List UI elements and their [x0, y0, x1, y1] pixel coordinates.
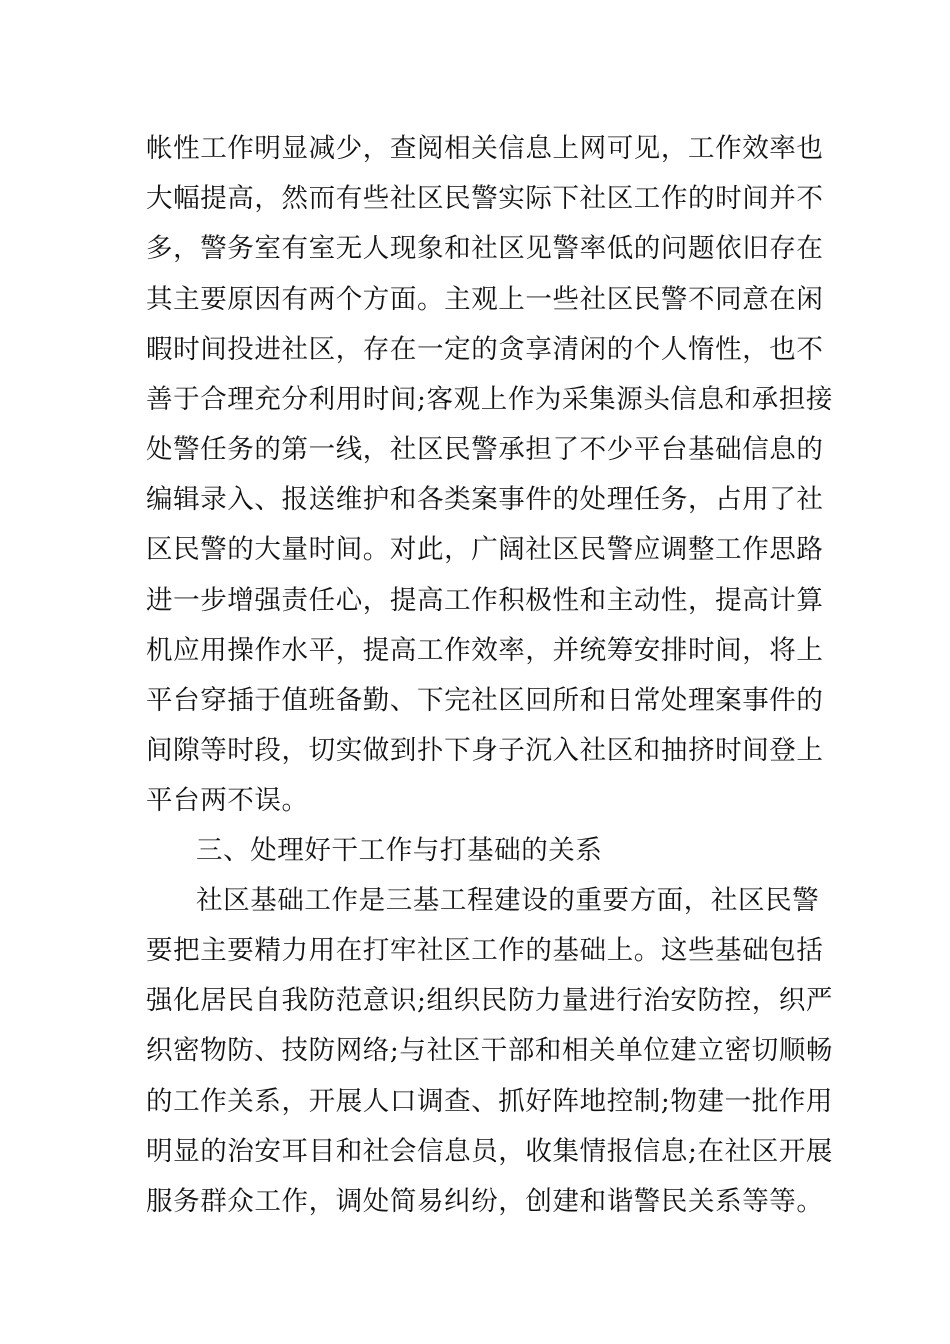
paragraph-line: 社区基础工作是三基工程建设的重要方面，社区民警	[196, 885, 820, 916]
paragraph-line: 区民警的大量时间。对此，广阔社区民警应调整工作思路	[146, 534, 824, 565]
paragraph-line: 机应用操作水平，提高工作效率，并统筹安排时间，将上	[146, 635, 824, 666]
paragraph-line: 暇时间投进社区，存在一定的贪享清闲的个人惰性，也不	[146, 334, 824, 365]
paragraph-line: 善于合理充分利用时间;客观上作为采集源头信息和承担接	[146, 384, 834, 415]
paragraph-line: 进一步增强责任心，提高工作积极性和主动性，提高计算	[146, 585, 824, 616]
paragraph-line: 要把主要精力用在打牢社区工作的基础上。这些基础包括	[146, 935, 824, 966]
paragraph-line: 编辑录入、报送维护和各类案事件的处理任务，占用了社	[146, 484, 824, 515]
paragraph-line: 大幅提高，然而有些社区民警实际下社区工作的时间并不	[146, 183, 824, 214]
paragraph-line: 的工作关系，开展人口调查、抓好阵地控制;物建一批作用	[146, 1086, 834, 1117]
paragraph-line: 间隙等时段，切实做到扑下身子沉入社区和抽挤时间登上	[146, 735, 824, 766]
paragraph-line: 其主要原因有两个方面。主观上一些社区民警不同意在闲	[146, 284, 824, 315]
paragraph-line: 处警任务的第一线，社区民警承担了不少平台基础信息的	[146, 434, 824, 465]
paragraph-line: 帐性工作明显减少，查阅相关信息上网可见，工作效率也	[146, 133, 824, 164]
paragraph-line: 织密物防、技防网络;与社区干部和相关单位建立密切顺畅	[146, 1035, 834, 1066]
paragraph-line: 多，警务室有室无人现象和社区见警率低的问题依旧存在	[146, 233, 824, 264]
paragraph-line: 明显的治安耳目和社会信息员，收集情报信息;在社区开展	[146, 1136, 834, 1167]
paragraph-line: 平台两不误。	[146, 785, 309, 816]
section-heading: 三、处理好干工作与打基础的关系	[196, 835, 603, 866]
paragraph-line: 服务群众工作，调处简易纠纷，创建和谐警民关系等等。	[146, 1186, 824, 1217]
paragraph-line: 强化居民自我防范意识;组织民防力量进行治安防控，织严	[146, 985, 834, 1016]
paragraph-line: 平台穿插于值班备勤、下完社区回所和日常处理案事件的	[146, 685, 824, 716]
